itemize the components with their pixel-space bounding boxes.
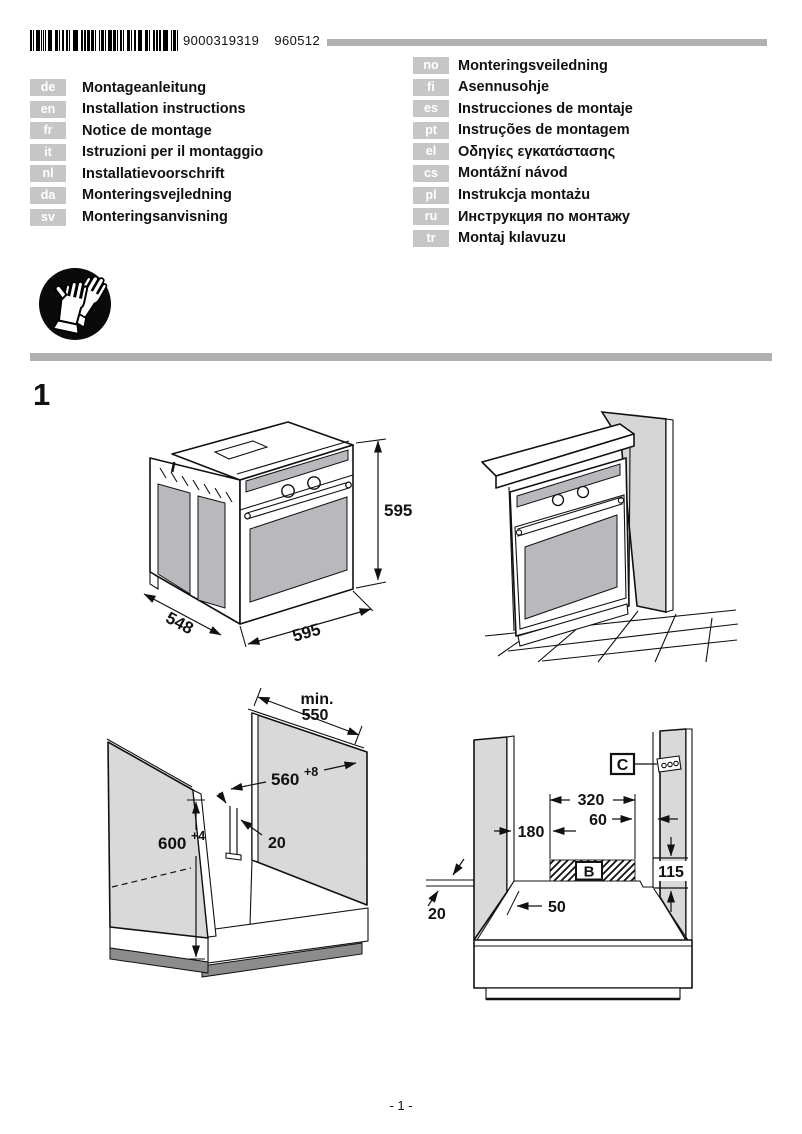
language-row <box>30 209 263 226</box>
niche-cabinet <box>107 709 368 977</box>
language-row <box>30 79 263 96</box>
dim-zone-height: 115 <box>658 864 684 881</box>
language-title: Istruzioni per il montaggio <box>82 144 264 161</box>
language-code-badge: ru <box>413 208 449 225</box>
language-code-badge: nl <box>30 165 66 182</box>
dim-niche-width: 560 <box>271 770 300 789</box>
language-title: Notice de montage <box>82 122 212 139</box>
dim-offset-left: 180 <box>517 824 545 841</box>
language-row <box>413 187 633 204</box>
oven-knob <box>578 487 589 498</box>
dim-niche-depth-min-label: min. <box>300 691 334 708</box>
language-code-badge: en <box>30 101 66 118</box>
dim-zone-width: 320 <box>577 792 605 809</box>
language-title: Montaj kılavuzu <box>458 230 566 247</box>
header-rule <box>327 39 767 46</box>
language-title: Asennusohje <box>458 79 550 96</box>
language-code-badge: es <box>413 100 449 117</box>
language-code-badge: da <box>30 187 66 204</box>
language-code-badge: de <box>30 79 66 96</box>
barcode <box>30 30 178 51</box>
dim-niche-depth-min-value: 550 <box>301 707 329 724</box>
dim-plinth-depth: 50 <box>548 899 566 916</box>
zone-label-B <box>576 862 602 881</box>
dim-offset-right: 60 <box>589 812 607 829</box>
protective-gloves-icon <box>36 265 114 343</box>
language-title: Monteringsvejledning <box>82 187 232 204</box>
rear-strip-detail <box>226 806 241 860</box>
section-divider-rule <box>30 353 772 361</box>
language-row <box>413 208 633 225</box>
dim-oven-height: 595 <box>384 501 413 520</box>
language-row <box>413 57 633 74</box>
dim-niche-strip: 20 <box>268 835 286 852</box>
language-title: Monteringsanvisning <box>82 209 228 226</box>
oven-body <box>150 422 353 624</box>
language-title: Montážní návod <box>458 165 568 182</box>
page-number: - 1 - <box>389 1098 413 1113</box>
language-code-badge: fi <box>413 79 449 96</box>
language-title: Installatievoorschrift <box>82 165 225 182</box>
rear-dimensions <box>426 790 688 923</box>
language-row <box>413 100 633 117</box>
language-code-badge: el <box>413 143 449 160</box>
language-code-badge: tr <box>413 230 449 247</box>
language-code-badge: fr <box>30 122 66 139</box>
language-row <box>413 79 633 96</box>
figure-oven-isometric <box>120 412 420 662</box>
language-list-left <box>30 79 263 226</box>
language-title: Montageanleitung <box>82 79 207 96</box>
language-title: Инструкция по монтажу <box>458 208 630 225</box>
language-row <box>30 122 263 139</box>
dim-oven-width: 595 <box>290 619 323 646</box>
dim-oven-depth: 548 <box>162 608 197 639</box>
language-title: Instrukcja montażu <box>458 187 591 204</box>
language-code-badge: it <box>30 144 66 161</box>
barcode-date: 960512 <box>274 33 321 48</box>
language-title: Monteringsveiledning <box>458 57 608 74</box>
language-row <box>413 230 633 247</box>
language-row <box>30 165 263 182</box>
language-title: Οδηγίες εγκατάστασης <box>458 143 616 160</box>
svg-text:B: B <box>583 863 595 881</box>
oven-knob <box>553 495 564 506</box>
dim-niche-width-tolerance: +8 <box>304 765 319 779</box>
dim-wall-gap: 20 <box>428 906 446 923</box>
language-row <box>30 101 263 118</box>
language-list-right <box>413 57 633 247</box>
barcode-number: 9000319319 <box>183 33 260 48</box>
language-row <box>30 187 263 204</box>
language-code-badge: sv <box>30 209 66 226</box>
language-row <box>30 144 263 161</box>
language-row <box>413 143 633 160</box>
language-row <box>413 165 633 182</box>
figure-cabinet-niche <box>90 680 415 1012</box>
barcode-caption <box>183 33 320 48</box>
language-title: Installation instructions <box>82 101 246 118</box>
figure-rear-connection <box>420 700 760 1022</box>
language-title: Instrucciones de montaje <box>458 100 633 117</box>
figure-oven-installed <box>480 400 750 662</box>
figure-section-number: 1 <box>33 377 51 412</box>
language-code-badge: pt <box>413 122 449 139</box>
language-code-badge: cs <box>413 165 449 182</box>
dim-niche-height-tolerance: +4 <box>191 829 206 843</box>
language-title: Instruções de montagem <box>458 122 630 139</box>
svg-text:C: C <box>616 757 629 774</box>
dim-niche-height: 600 <box>158 834 187 853</box>
language-code-badge: pl <box>413 187 449 204</box>
language-code-badge: no <box>413 57 449 74</box>
language-row <box>413 122 633 139</box>
